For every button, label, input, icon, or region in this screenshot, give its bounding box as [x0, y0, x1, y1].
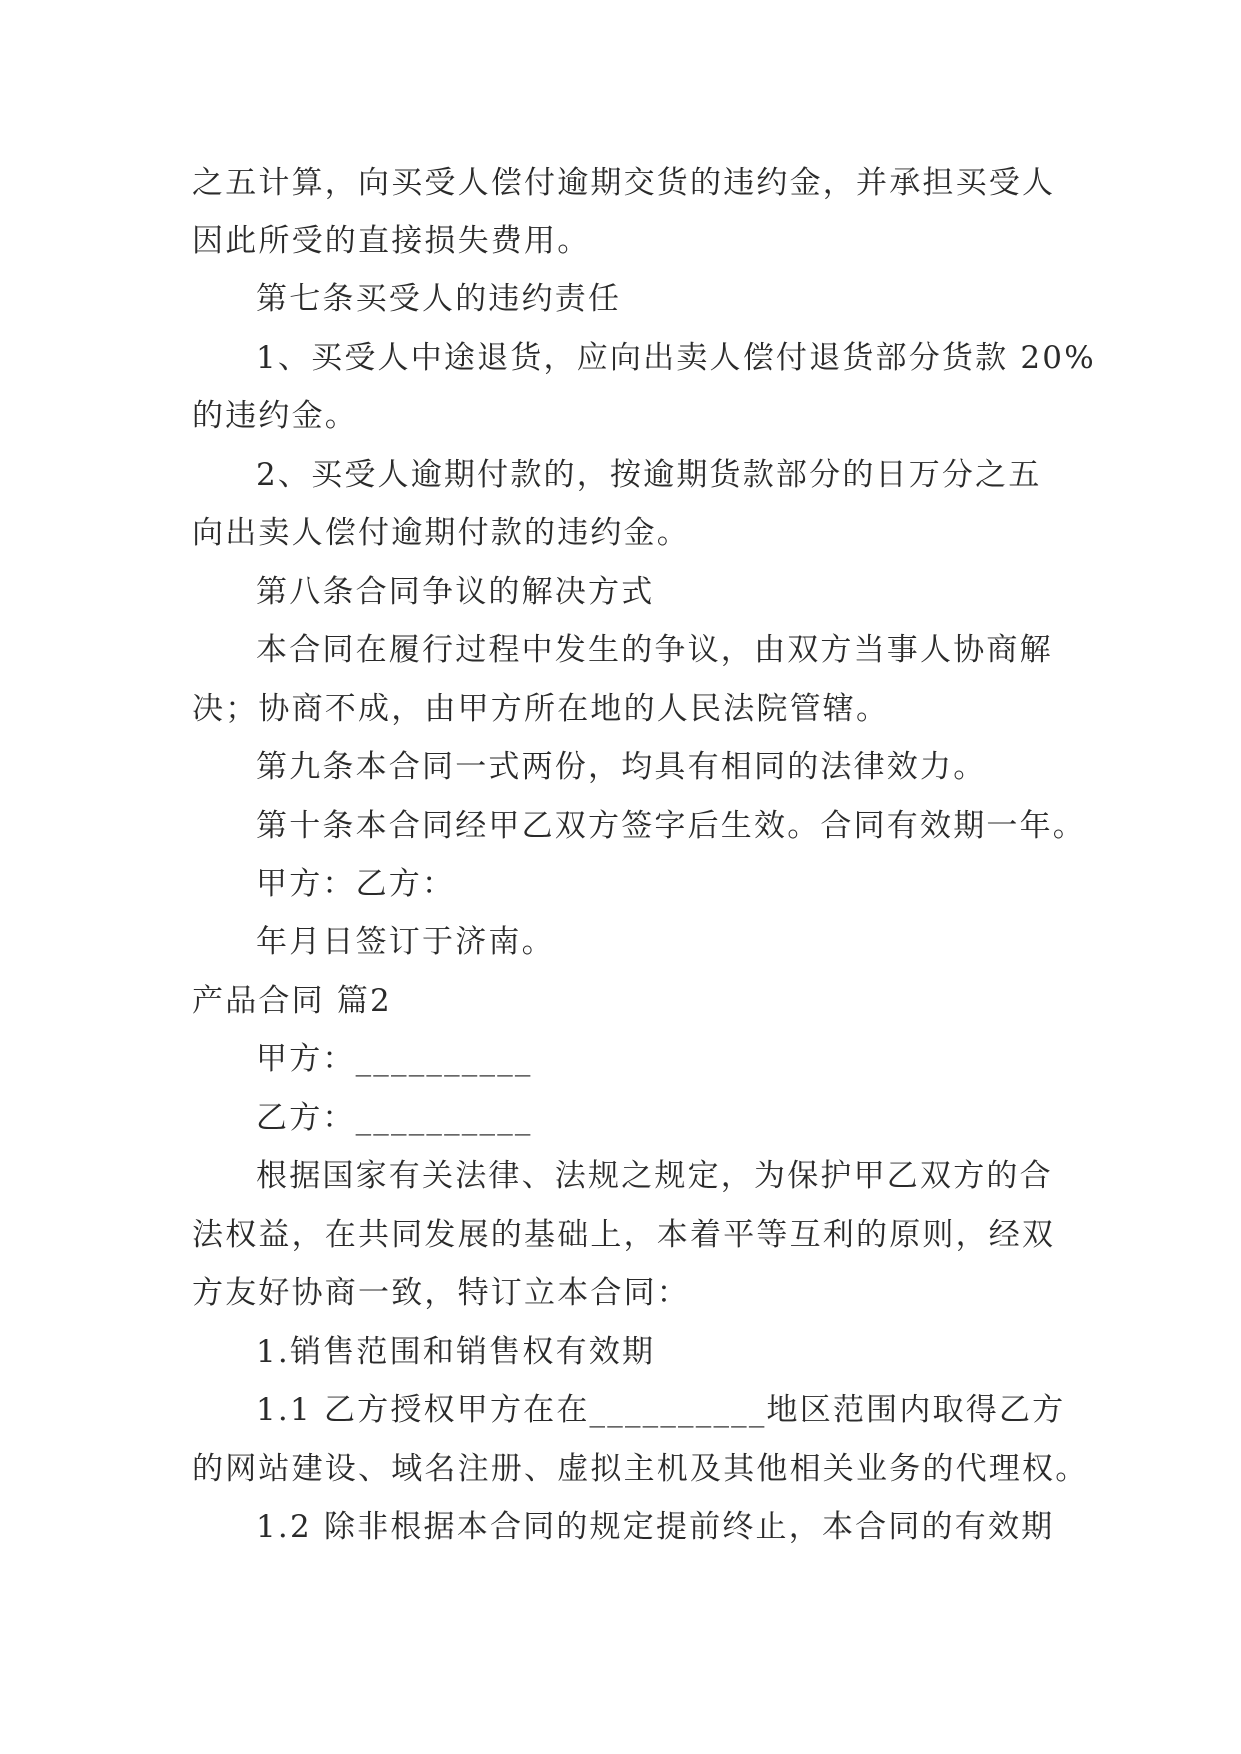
party-b-field: 乙方：__________ [256, 1100, 533, 1136]
clause-heading-1: 1.销售范围和销售权有效期 [256, 1334, 656, 1370]
article-heading-8: 第八条合同争议的解决方式 [256, 574, 655, 610]
body-line: 因此所受的直接损失费用。 [192, 223, 591, 259]
section-title: 产品合同 篇2 [192, 983, 392, 1019]
body-line: 法权益，在共同发展的基础上，本着平等互利的原则，经双 [192, 1217, 1056, 1253]
body-line: 2、买受人逾期付款的，按逾期货款部分的日万分之五 [256, 457, 1042, 493]
signature-parties: 甲方：乙方： [256, 866, 456, 902]
body-line: 的网站建设、域名注册、虚拟主机及其他相关业务的代理权。 [192, 1451, 1089, 1487]
body-line: 决；协商不成，由甲方所在地的人民法院管辖。 [192, 691, 890, 727]
body-line: 1、买受人中途退货，应向出卖人偿付退货部分货款 20% [256, 340, 1096, 376]
body-line: 之五计算，向买受人偿付逾期交货的违约金，并承担买受人 [192, 165, 1056, 201]
article-10: 第十条本合同经甲乙双方签字后生效。合同有效期一年。 [256, 808, 1086, 844]
body-line: 的违约金。 [192, 398, 358, 434]
party-a-field: 甲方：__________ [256, 1041, 533, 1077]
body-line: 根据国家有关法律、法规之规定，为保护甲乙双方的合 [256, 1158, 1053, 1194]
clause-1-2: 1.2 除非根据本合同的规定提前终止，本合同的有效期 [256, 1509, 1055, 1545]
clause-1-1: 1.1 乙方授权甲方在在__________地区范围内取得乙方 [256, 1392, 1066, 1428]
article-heading-7: 第七条买受人的违约责任 [256, 281, 622, 317]
body-line: 向出卖人偿付逾期付款的违约金。 [192, 515, 690, 551]
article-9: 第九条本合同一式两份，均具有相同的法律效力。 [256, 749, 987, 785]
body-line: 本合同在履行过程中发生的争议，由双方当事人协商解 [256, 632, 1053, 668]
body-line: 方友好协商一致，特订立本合同： [192, 1275, 690, 1311]
signing-date-place: 年月日签订于济南。 [256, 924, 555, 960]
